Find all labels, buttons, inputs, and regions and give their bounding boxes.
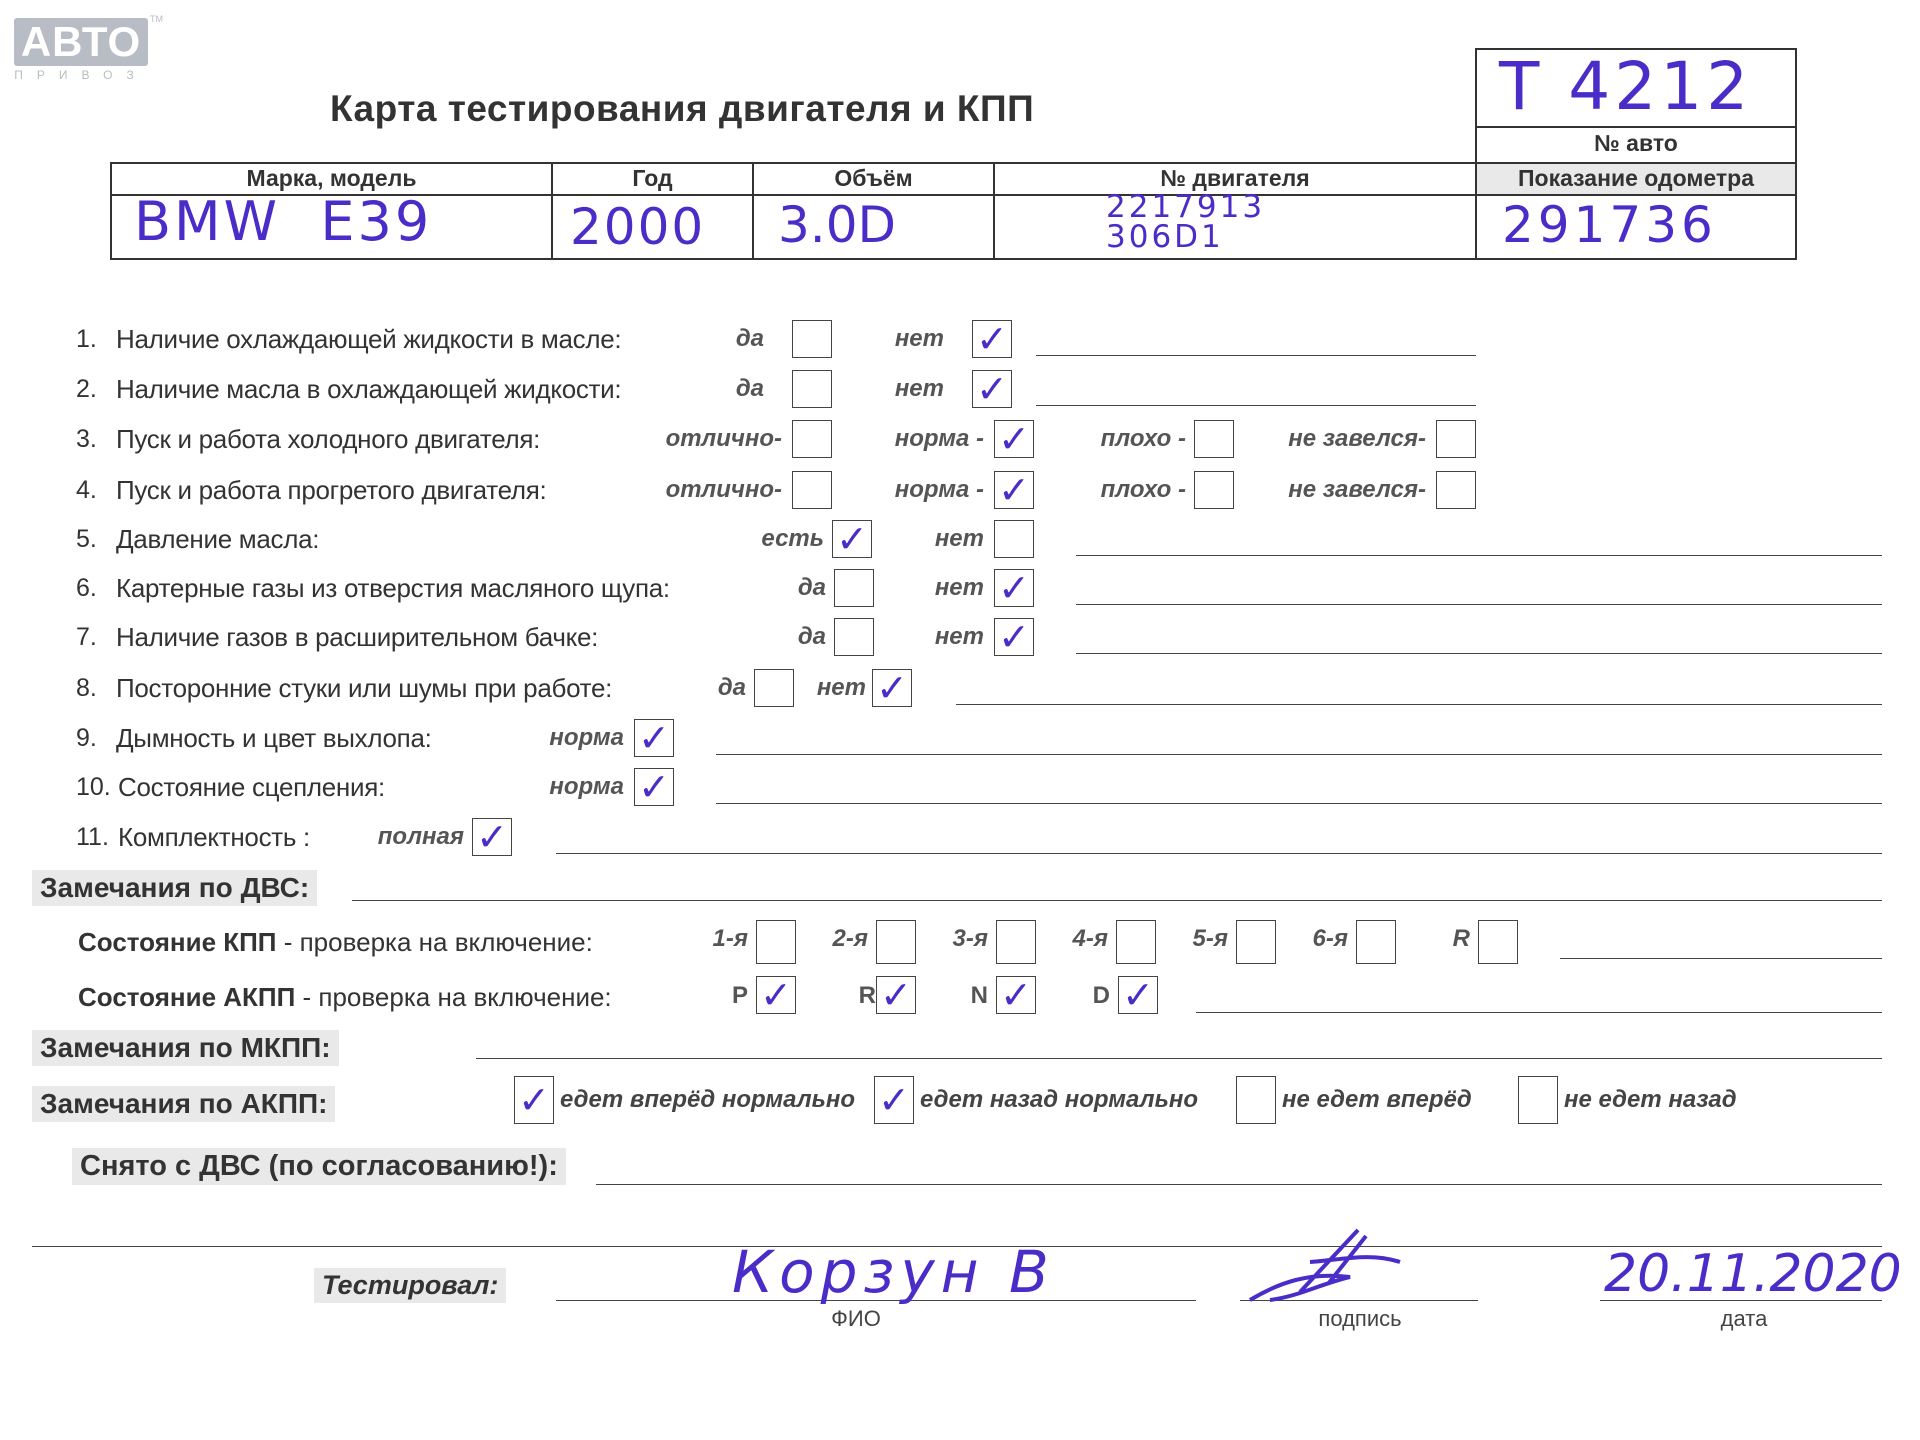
item-text: Картерные газы из отверстия масляного щупа: [116, 573, 670, 603]
option-checkbox[interactable] [972, 317, 1012, 361]
fio-caption: ФИО [831, 1306, 881, 1331]
check-mark: ✓ [760, 973, 792, 1017]
option-label: нет [934, 525, 984, 552]
check-mark: ✓ [1122, 973, 1154, 1017]
check-mark: ✓ [1000, 973, 1032, 1017]
auto-number-value: T 4212 [1499, 48, 1753, 125]
akpp-remarks-label: Замечания по АКПП: [32, 1086, 335, 1122]
option-checkbox[interactable] [792, 320, 832, 358]
option-checkbox[interactable] [994, 520, 1034, 558]
logo-tm: TM [150, 14, 163, 24]
option-label: отлично- [665, 476, 782, 503]
value-engine: 2217913 306D1 [1106, 189, 1266, 255]
gear-label: 5-я [1192, 925, 1228, 952]
item-remark-line[interactable] [1076, 653, 1882, 654]
mode-checkbox[interactable] [1118, 973, 1158, 1017]
gear-checkbox[interactable] [1116, 920, 1156, 964]
item-number: 3. [76, 425, 97, 453]
vehicle-table [110, 162, 1797, 260]
kpp-label-rest: - проверка на включение: [276, 927, 593, 957]
item-number: 4. [76, 476, 97, 504]
mode-label: P [731, 982, 748, 1009]
item-text: Дымность и цвет выхлопа: [116, 723, 432, 753]
option-label: нет [934, 574, 984, 601]
option-label: да [797, 623, 826, 650]
option-checkbox[interactable] [1194, 471, 1234, 509]
option-checkbox[interactable] [832, 517, 872, 561]
option-checkbox[interactable] [754, 669, 794, 707]
check-mark: ✓ [976, 367, 1008, 411]
option-checkbox[interactable] [834, 569, 874, 607]
option-label: нет [894, 375, 944, 402]
option-checkbox[interactable] [994, 417, 1034, 461]
option-label: норма [549, 773, 624, 800]
kpp-label [78, 927, 593, 958]
mkpp-remarks-line[interactable] [476, 1058, 1882, 1059]
option-checkbox[interactable] [872, 666, 912, 710]
gear-label: 2-я [832, 925, 868, 952]
item-number: 11. [76, 823, 109, 851]
mode-label: D [1092, 982, 1110, 1009]
akpp-remark-label: едет назад нормально [920, 1086, 1199, 1113]
mode-label: R [858, 982, 876, 1009]
dvs-remarks-line[interactable] [352, 900, 1882, 901]
auto-number-box [1475, 48, 1797, 128]
auto-label-frame [1475, 126, 1797, 164]
header-year: Год [632, 165, 673, 191]
gear-checkbox[interactable] [1478, 920, 1518, 964]
header-engine: № двигателя [1160, 165, 1310, 191]
item-remark-line[interactable] [716, 754, 1882, 755]
header-volume: Объём [834, 165, 913, 191]
option-label: да [717, 674, 746, 701]
item-remark-line[interactable] [956, 704, 1882, 705]
logo: АВТО [14, 18, 148, 66]
value-make: BMW E39 [134, 190, 433, 253]
check-mark: ✓ [976, 317, 1008, 361]
mkpp-remarks-label: Замечания по МКПП: [32, 1030, 339, 1066]
removed-line[interactable] [596, 1184, 1882, 1185]
option-checkbox[interactable] [1436, 471, 1476, 509]
header-make: Марка, модель [246, 165, 417, 191]
option-label: норма - [894, 476, 984, 503]
option-checkbox[interactable] [472, 815, 512, 859]
option-label: да [735, 325, 764, 352]
item-number: 5. [76, 525, 97, 553]
akpp-remark-label: едет вперёд нормально [560, 1086, 856, 1113]
option-label: нет [894, 325, 944, 352]
option-checkbox[interactable] [994, 566, 1034, 610]
akpp-remark-label: не едет вперёд [1282, 1086, 1472, 1113]
dvs-remarks-label: Замечания по ДВС: [32, 870, 317, 906]
akpp-remark-checkbox[interactable] [1236, 1076, 1276, 1124]
value-year: 2000 [570, 198, 706, 256]
option-label: плохо - [1100, 425, 1186, 452]
gear-checkbox[interactable] [876, 920, 916, 964]
value-volume: 3.0D [778, 196, 897, 254]
option-label: не завелся- [1288, 476, 1426, 503]
option-checkbox[interactable] [792, 370, 832, 408]
item-number: 9. [76, 724, 97, 752]
check-mark: ✓ [836, 517, 868, 561]
item-number: 6. [76, 574, 97, 602]
item-number: 1. [76, 325, 97, 353]
gear-checkbox[interactable] [1356, 920, 1396, 964]
option-label: плохо - [1100, 476, 1186, 503]
item-remark-line[interactable] [716, 803, 1882, 804]
check-mark: ✓ [878, 1078, 910, 1122]
akpp-remarks-line[interactable] [1196, 1012, 1882, 1013]
check-mark: ✓ [638, 765, 670, 809]
item-remark-line[interactable] [556, 853, 1882, 854]
option-checkbox[interactable] [634, 765, 674, 809]
check-mark: ✓ [998, 615, 1030, 659]
item-remark-line[interactable] [1076, 555, 1882, 556]
page-title: Карта тестирования двигателя и КПП [330, 88, 1035, 129]
item-number: 8. [76, 674, 97, 702]
option-checkbox[interactable] [994, 468, 1034, 512]
item-text: Состояние сцепления: [118, 772, 385, 802]
item-text: Комплектность : [118, 822, 310, 852]
akpp-label-rest: - проверка на включение: [295, 982, 612, 1012]
akpp-remark-checkbox[interactable] [514, 1076, 554, 1124]
check-mark: ✓ [998, 566, 1030, 610]
option-label: нет [934, 623, 984, 650]
option-label: нет [816, 674, 866, 701]
test-date: 20.11.2020 [1604, 1244, 1902, 1304]
option-label: отлично- [665, 425, 782, 452]
option-label: норма [549, 724, 624, 751]
option-label: не завелся- [1288, 425, 1426, 452]
gear-checkbox[interactable] [1236, 920, 1276, 964]
check-mark: ✓ [876, 666, 908, 710]
option-checkbox[interactable] [834, 618, 874, 656]
check-mark: ✓ [998, 417, 1030, 461]
item-text: Пуск и работа холодного двигателя: [116, 424, 541, 454]
akpp-remark-checkbox[interactable] [874, 1076, 914, 1124]
item-text: Наличие масла в охлаждающей жидкости: [116, 374, 622, 404]
mode-checkbox[interactable] [756, 973, 796, 1017]
signature-caption: подпись [1318, 1306, 1402, 1331]
header-odometer: Показание одометра [1518, 165, 1754, 191]
gear-checkbox[interactable] [996, 920, 1036, 964]
gear-label: 4-я [1072, 925, 1108, 952]
option-label: есть [761, 525, 824, 552]
item-text: Посторонние стуки или шумы при работе: [116, 673, 613, 703]
tester-name: Корзун В [732, 1238, 1055, 1306]
option-label: полная [377, 823, 464, 850]
item-text: Наличие газов в расширительном бачке: [116, 622, 599, 652]
item-remark-line[interactable] [1076, 604, 1882, 605]
logo-subtitle: ПРИВОЗ [14, 68, 148, 82]
option-checkbox[interactable] [1194, 420, 1234, 458]
check-mark: ✓ [998, 468, 1030, 512]
check-mark: ✓ [476, 815, 508, 859]
option-checkbox[interactable] [1436, 420, 1476, 458]
option-label: да [735, 375, 764, 402]
kpp-label-bold: Состояние КПП [78, 927, 277, 957]
gear-label: R [1452, 925, 1470, 952]
mode-checkbox[interactable] [876, 973, 916, 1017]
option-checkbox[interactable] [792, 420, 832, 458]
akpp-remark-checkbox[interactable] [1518, 1076, 1558, 1124]
check-mark: ✓ [880, 973, 912, 1017]
item-number: 7. [76, 623, 97, 651]
akpp-label [78, 982, 612, 1013]
option-label: норма - [894, 425, 984, 452]
check-mark: ✓ [638, 716, 670, 760]
gear-label: 6-я [1312, 925, 1348, 952]
auto-number-label: № авто [1594, 130, 1678, 156]
tested-by-label: Тестировал: [314, 1268, 506, 1303]
item-number: 2. [76, 375, 97, 403]
option-checkbox[interactable] [972, 367, 1012, 411]
item-text: Давление масла: [116, 524, 320, 554]
option-checkbox[interactable] [994, 615, 1034, 659]
item-remark-line[interactable] [1036, 355, 1476, 356]
removed-label: Снято с ДВС (по согласованию!): [72, 1148, 566, 1185]
item-text: Наличие охлаждающей жидкости в масле: [116, 324, 622, 354]
akpp-remark-label: не едет назад [1564, 1086, 1737, 1113]
gear-label: 1-я [712, 925, 748, 952]
gear-checkbox[interactable] [756, 920, 796, 964]
value-odometer: 291736 [1502, 196, 1717, 254]
item-number: 10. [76, 773, 111, 801]
option-checkbox[interactable] [792, 471, 832, 509]
kpp-remarks-line[interactable] [1560, 958, 1882, 959]
signature-scribble [1240, 1222, 1420, 1312]
akpp-label-bold: Состояние АКПП [78, 982, 296, 1012]
option-checkbox[interactable] [634, 716, 674, 760]
mode-label: N [970, 982, 988, 1009]
option-label: да [797, 574, 826, 601]
item-remark-line[interactable] [1036, 405, 1476, 406]
check-mark: ✓ [518, 1078, 550, 1122]
item-text: Пуск и работа прогретого двигателя: [116, 475, 547, 505]
mode-checkbox[interactable] [996, 973, 1036, 1017]
date-caption: дата [1720, 1306, 1768, 1331]
gear-label: 3-я [952, 925, 988, 952]
